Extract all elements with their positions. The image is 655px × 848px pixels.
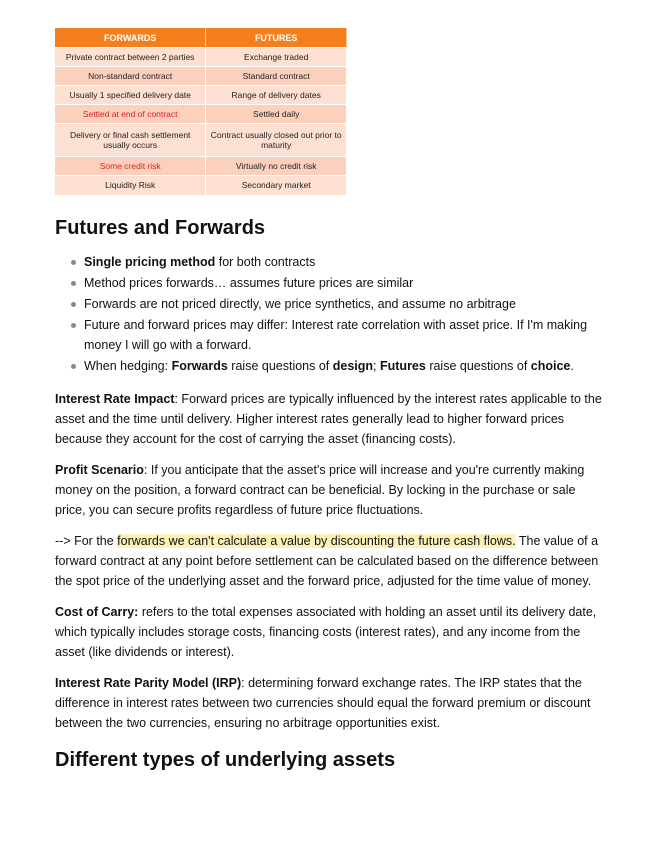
table-header-futures: FUTURES — [206, 28, 347, 48]
bold-text: Single pricing method — [84, 254, 216, 269]
item-text: When hedging: — [84, 358, 172, 373]
bullet-icon — [71, 281, 76, 286]
paragraph-cost-of-carry — [55, 602, 603, 662]
bullet-list — [55, 252, 603, 376]
bullet-icon — [71, 302, 76, 307]
bold-text: choice — [530, 358, 571, 373]
table-cell-forwards: Private contract between 2 parties — [55, 48, 206, 67]
table-cell-forwards: Delivery or final cash settlement usually occurs — [55, 124, 206, 157]
table-row — [55, 86, 347, 105]
table-cell-futures: Secondary market — [206, 176, 347, 195]
bold-text: Profit Scenario — [55, 462, 144, 477]
list-item — [55, 252, 603, 272]
item-text: Method prices forwards… assumes future prices are similar — [84, 275, 414, 290]
table-row — [55, 67, 347, 86]
section-heading-underlying-assets: Different types of underlying assets — [55, 748, 396, 771]
table-cell-futures: Settled daily — [206, 105, 347, 124]
list-item — [55, 273, 603, 293]
item-text: Future and forward prices may differ: Interest rate correlation with asset price. If I'm making money I will go with a forward. — [84, 317, 588, 352]
item-text: raise questions of — [227, 358, 333, 373]
table-cell-futures: Virtually no credit risk — [206, 157, 347, 176]
bold-text: design — [332, 358, 374, 373]
bullet-icon — [71, 364, 76, 369]
list-item — [55, 315, 603, 355]
table-cell-forwards: Non-standard contract — [55, 67, 206, 86]
paragraph-text: The value of a forward contract at any point before settlement can be calculated based on the difference between the spot price of the underlying asset and the forward price, adjusted for the time value of money. — [55, 533, 599, 588]
bold-text: Cost of Carry: — [55, 604, 139, 619]
paragraph-forward-valuation — [55, 531, 603, 591]
table-cell-forwards: Some credit risk — [55, 157, 206, 176]
table-cell-forwards: Settled at end of contract — [55, 105, 206, 124]
bold-text: Futures — [380, 358, 426, 373]
table-cell-futures: Standard contract — [206, 67, 347, 86]
item-text: for both contracts — [215, 254, 316, 269]
paragraph-interest-rate-impact — [55, 389, 603, 449]
table-cell-futures: Exchange traded — [206, 48, 347, 67]
table-row — [55, 124, 347, 157]
table-cell-forwards: Usually 1 specified delivery date — [55, 86, 206, 105]
table-row — [55, 48, 347, 67]
table-cell-futures: Contract usually closed out prior to maturity — [206, 124, 347, 157]
paragraph-profit-scenario — [55, 460, 603, 520]
bold-text: Forwards — [171, 358, 228, 373]
forwards-futures-comparison-table — [55, 28, 347, 195]
paragraph-irp — [55, 673, 603, 733]
document-page — [55, 28, 603, 772]
bold-text: Interest Rate Impact — [55, 391, 175, 406]
paragraph-text: : Forward prices are typically influenced by the interest rates applicable to the asset and the time until delivery. Higher interest rates generally lead to higher forward prices because they account for the cost of carrying the asset (financing costs). — [55, 391, 602, 446]
highlighted-text: forwards we can't calculate a value by discounting the future cash flows. — [117, 533, 516, 548]
paragraph-text: --> For the — [55, 533, 118, 548]
table-row — [55, 157, 347, 176]
item-text: ; — [373, 358, 380, 373]
item-text: Forwards are not priced directly, we price synthetics, and assume no arbitrage — [84, 296, 516, 311]
list-item — [55, 294, 603, 314]
table-row — [55, 105, 347, 124]
table-header-forwards: FORWARDS — [55, 28, 206, 48]
section-heading-futures-forwards: Futures and Forwards — [55, 216, 266, 239]
bullet-icon — [71, 323, 76, 328]
table-cell-futures: Range of delivery dates — [206, 86, 347, 105]
table-row — [55, 176, 347, 195]
bold-text: Interest Rate Parity Model (IRP) — [55, 675, 242, 690]
paragraph-text: refers to the total expenses associated with holding an asset until its delivery date, which typically includes storage costs, financing costs (interest rates), and any income from the asset (like dividends or interest). — [55, 604, 597, 659]
paragraph-text: : determining forward exchange rates. The IRP states that the difference in interest rates between two currencies should equal the forward premium or discount between the two currencies, ensuring no arbitrage opportunities exist. — [55, 675, 591, 730]
list-item — [55, 356, 603, 376]
bullet-icon — [71, 260, 76, 265]
paragraph-text: : If you anticipate that the asset's price will increase and you're currently making money on the position, a forward contract can be beneficial. By locking in the purchase or sale price, you can secure profits regardless of future price fluctuations. — [55, 462, 585, 517]
item-text: raise questions of — [425, 358, 531, 373]
item-text: . — [570, 358, 574, 373]
table-cell-forwards: Liquidity Risk — [55, 176, 206, 195]
